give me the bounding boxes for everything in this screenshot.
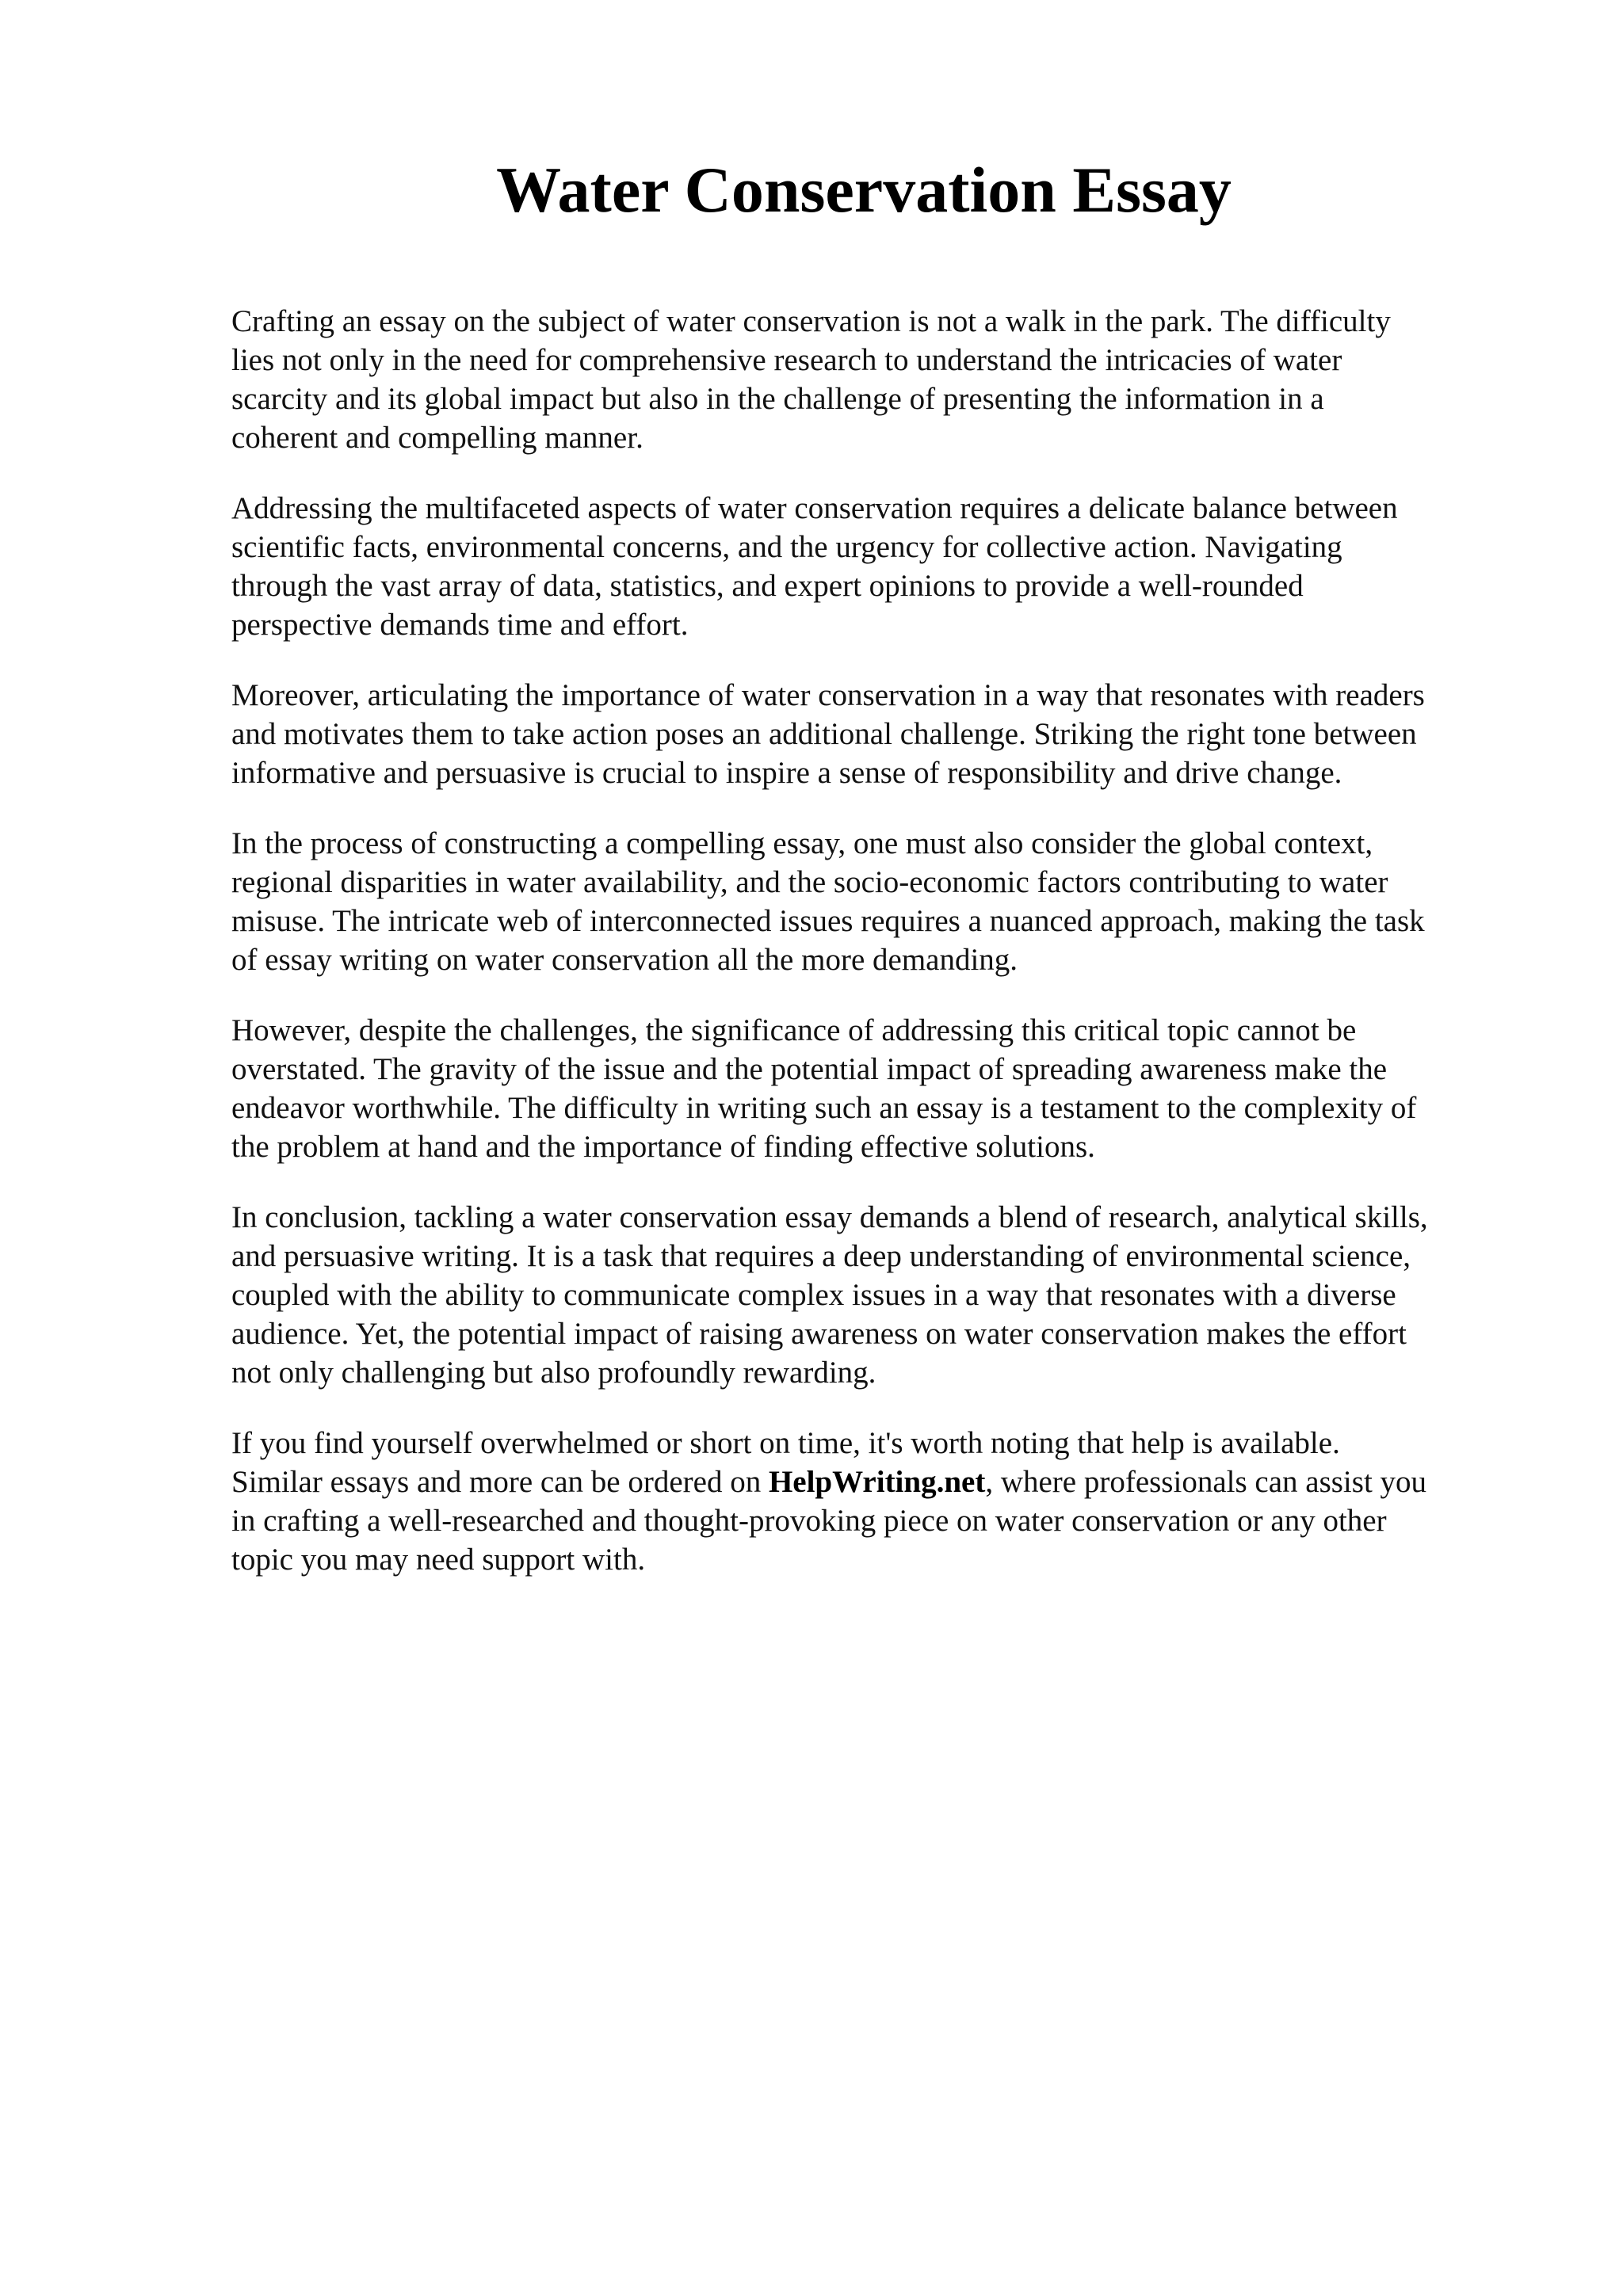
text-line: scarcity and its global impact but also in the challenge of presenting the information in a [231, 382, 1324, 416]
text-line: of essay writing on water conservation all the more demanding. [231, 943, 1018, 977]
text-line: Addressing the multifaceted aspects of water conservation requires a delicate balance between [231, 491, 1398, 525]
paragraph-2 [231, 489, 1515, 644]
text-line: and persuasive writing. It is a task that requires a deep understanding of environmental science, [231, 1239, 1411, 1273]
text-line: However, despite the challenges, the significance of addressing this critical topic cannot be [231, 1013, 1357, 1047]
text-segment: , where professionals can assist you [985, 1465, 1427, 1499]
text-line: misuse. The intricate web of interconnected issues requires a nuanced approach, making the task [231, 904, 1425, 938]
text-line: endeavor worthwhile. The difficulty in writing such an essay is a testament to the complexity of [231, 1091, 1417, 1125]
text-line: scientific facts, environmental concerns, and the urgency for collective action. Navigating [231, 530, 1342, 564]
page-title: Water Conservation Essay [496, 154, 1232, 226]
text-line: Crafting an essay on the subject of water conservation is not a walk in the park. The difficulty [231, 304, 1391, 338]
closing-paragraph [231, 1424, 1515, 1579]
text-line: the problem at hand and the importance of finding effective solutions. [231, 1130, 1095, 1164]
text-line: not only challenging but also profoundly rewarding. [231, 1356, 876, 1390]
text-line: perspective demands time and effort. [231, 608, 689, 642]
text-line: overstated. The gravity of the issue and the potential impact of spreading awareness make the [231, 1052, 1388, 1086]
essay-body [231, 302, 1515, 1611]
text-line: informative and persuasive is crucial to inspire a sense of responsibility and drive change. [231, 756, 1342, 790]
text-line: lies not only in the need for comprehensive research to understand the intricacies of water [231, 343, 1342, 377]
paragraph-6 [231, 1198, 1515, 1392]
paragraph-1 [231, 302, 1515, 457]
text-line: If you find yourself overwhelmed or short on time, it's worth noting that help is available. [231, 1426, 1340, 1460]
text-line: In the process of constructing a compelling essay, one must also consider the global context, [231, 826, 1373, 860]
helpwriting-link[interactable]: HelpWriting.net [768, 1465, 986, 1499]
text-line: regional disparities in water availability, and the socio-economic factors contributing to water [231, 865, 1388, 899]
text-line: coherent and compelling manner. [231, 421, 643, 455]
text-line: Moreover, articulating the importance of water conservation in a way that resonates with readers [231, 678, 1425, 712]
paragraph-3 [231, 676, 1515, 792]
text-line: In conclusion, tackling a water conservation essay demands a blend of research, analytical skills, [231, 1200, 1428, 1234]
paragraph-5 [231, 1011, 1515, 1166]
text-line [231, 1463, 1515, 1501]
text-line: audience. Yet, the potential impact of raising awareness on water conservation makes the effort [231, 1317, 1407, 1351]
paragraph-4 [231, 824, 1515, 979]
text-line: in crafting a well-researched and thought-provoking piece on water conservation or any other [231, 1504, 1387, 1538]
text-line: coupled with the ability to communicate complex issues in a way that resonates with a diverse [231, 1278, 1396, 1312]
text-line: topic you may need support with. [231, 1543, 646, 1577]
text-line: and motivates them to take action poses an additional challenge. Striking the right tone between [231, 717, 1417, 751]
text-line: through the vast array of data, statistics, and expert opinions to provide a well-rounded [231, 569, 1304, 603]
text-segment: Similar essays and more can be ordered on [231, 1465, 769, 1499]
